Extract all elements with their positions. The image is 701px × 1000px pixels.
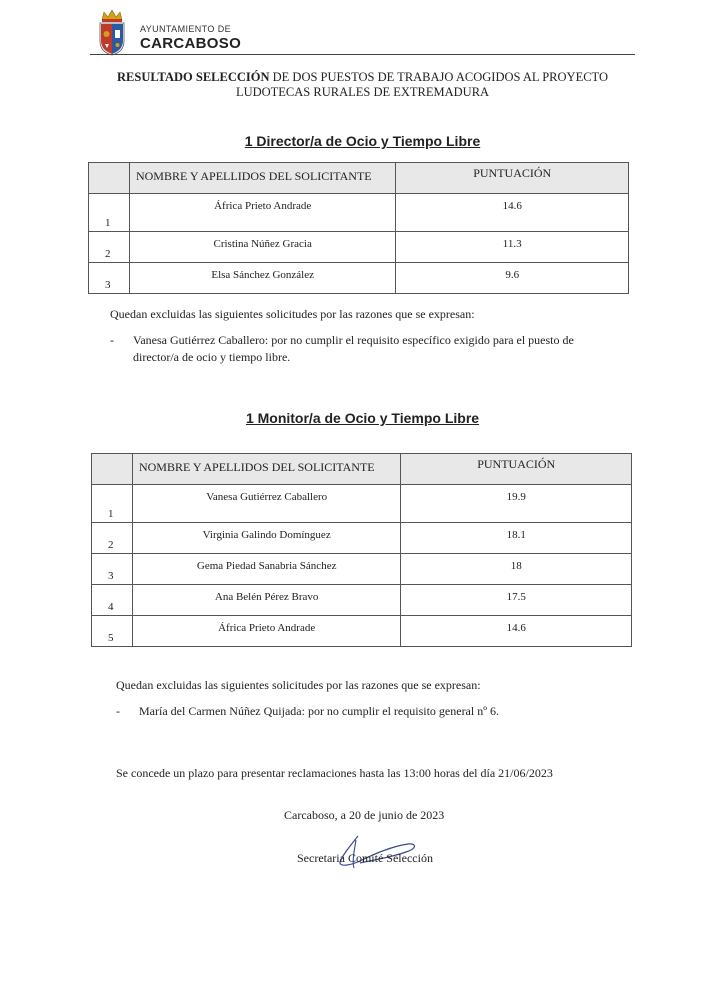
table-row <box>92 585 632 616</box>
table-row <box>89 194 629 232</box>
applicant-name: Virginia Galindo Domínguez <box>132 523 400 554</box>
row-number: 1 <box>92 485 133 523</box>
monitor-excluded-item <box>116 703 636 720</box>
table-row <box>89 263 629 294</box>
row-number: 5 <box>92 616 133 647</box>
applicant-name: África Prieto Andrade <box>129 194 395 232</box>
header-divider <box>90 54 635 55</box>
list-dash: - <box>110 333 114 347</box>
applicant-score: 11.3 <box>396 232 629 263</box>
director-heading-text: 1 Director/a de Ocio y Tiempo Libre <box>244 133 481 149</box>
row-number: 1 <box>89 194 130 232</box>
title-line1-rest: DE DOS PUESTOS DE TRABAJO ACOGIDOS AL PROYECTO <box>269 70 608 84</box>
applicant-score: 18 <box>401 554 632 585</box>
monitor-heading-text: 1 Monitor/a de Ocio y Tiempo Libre <box>245 410 480 426</box>
row-number: 2 <box>92 523 133 554</box>
applicant-score: 17.5 <box>401 585 632 616</box>
director-heading <box>90 133 635 149</box>
table-header-row <box>92 454 632 485</box>
monitor-excluded-intro: Quedan excluidas las siguientes solicitudes por las razones que se expresan: <box>116 678 481 692</box>
table-row <box>89 232 629 263</box>
header-name-cell: NOMBRE Y APELLIDOS DEL SOLICITANTE <box>129 163 395 194</box>
monitor-heading <box>90 410 635 426</box>
table-row <box>92 616 632 647</box>
monitor-results-table <box>91 453 632 647</box>
director-results-table <box>88 162 629 294</box>
row-number: 3 <box>92 554 133 585</box>
applicant-score: 19.9 <box>401 485 632 523</box>
row-number: 3 <box>89 263 130 294</box>
document-title <box>90 70 635 100</box>
list-dash: - <box>116 704 120 718</box>
header-num-cell <box>89 163 130 194</box>
coat-of-arms-logo <box>97 8 127 56</box>
excluded-line1: María del Carmen Núñez Quijada: por no cumplir el requisito general nº 6. <box>139 704 499 718</box>
excluded-line1: Vanesa Gutiérrez Caballero: por no cumplir el requisito específico exigido para el puesto de <box>133 333 574 347</box>
applicant-name: Vanesa Gutiérrez Caballero <box>132 485 400 523</box>
applicant-score: 18.1 <box>401 523 632 554</box>
header-score-cell: PUNTUACIÓN <box>401 454 632 485</box>
org-subtitle: AYUNTAMIENTO DE <box>140 24 232 34</box>
title-bold: RESULTADO SELECCIÓN <box>117 70 270 84</box>
row-number: 2 <box>89 232 130 263</box>
director-excluded-intro: Quedan excluidas las siguientes solicitudes por las razones que se expresan: <box>110 307 475 321</box>
place-date: Carcaboso, a 20 de junio de 2023 <box>284 808 445 822</box>
table-header-row <box>89 163 629 194</box>
applicant-name: Gema Piedad Sanabria Sánchez <box>132 554 400 585</box>
applicant-score: 14.6 <box>401 616 632 647</box>
table-row <box>92 523 632 554</box>
header-num-cell <box>92 454 133 485</box>
applicant-name: África Prieto Andrade <box>132 616 400 647</box>
director-excluded-item <box>110 332 638 366</box>
org-name: CARCABOSO <box>140 35 242 52</box>
excluded-line2: director/a de ocio y tiempo libre. <box>133 350 291 364</box>
title-line2: LUDOTECAS RURALES DE EXTREMADURA <box>235 85 490 99</box>
applicant-name: Elsa Sánchez González <box>129 263 395 294</box>
signer-title: Secretaria Comité Selección <box>297 851 433 865</box>
applicant-score: 14.6 <box>396 194 629 232</box>
header-name-cell: NOMBRE Y APELLIDOS DEL SOLICITANTE <box>132 454 400 485</box>
table-row <box>92 554 632 585</box>
row-number: 4 <box>92 585 133 616</box>
header-score-cell: PUNTUACIÓN <box>396 163 629 194</box>
applicant-name: Ana Belén Pérez Bravo <box>132 585 400 616</box>
table-row <box>92 485 632 523</box>
applicant-name: Cristina Núñez Gracia <box>129 232 395 263</box>
claims-deadline: Se concede un plazo para presentar reclamaciones hasta las 13:00 horas del día 21/06/2023 <box>116 766 553 780</box>
applicant-score: 9.6 <box>396 263 629 294</box>
